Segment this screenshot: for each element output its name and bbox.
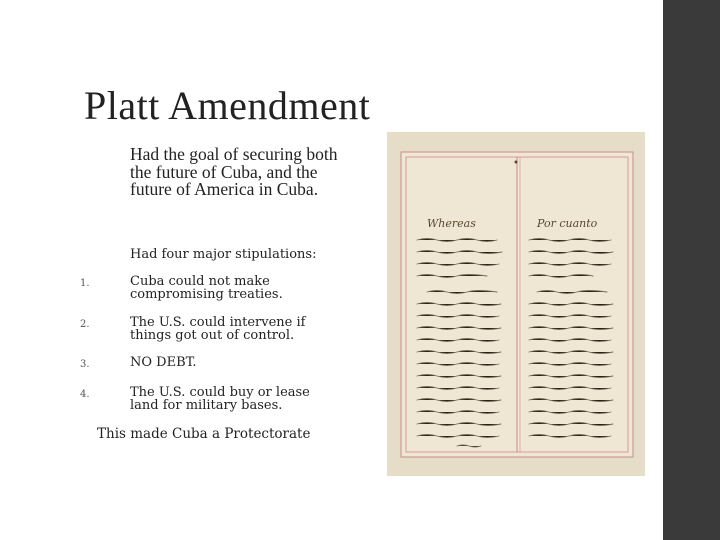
- goal-text: Had the goal of securing both the future of Cuba, and the future of America in Cuba.: [130, 144, 338, 199]
- item-text: The U.S. could buy or lease land for military bases.: [130, 385, 310, 413]
- stipulations-heading: Had four major stipulations:: [130, 247, 317, 262]
- item-text: NO DEBT.: [130, 355, 197, 370]
- item-number: 3.: [80, 359, 90, 370]
- conclusion-text: This made Cuba a Protectorate: [97, 426, 311, 442]
- item-number: 2.: [80, 319, 90, 330]
- document-heading-right: Por cuanto: [537, 217, 598, 230]
- right-accent-bar: [663, 0, 720, 540]
- slide-title: Platt Amendment: [84, 83, 371, 128]
- item-number: 1.: [80, 278, 90, 289]
- document-heading-left: Whereas: [427, 217, 476, 230]
- item-text: The U.S. could intervene if things got out of control.: [130, 315, 306, 343]
- historical-document-image: [387, 132, 645, 476]
- item-number: 4.: [80, 389, 90, 400]
- item-text: Cuba could not make compromising treaties.: [130, 274, 283, 302]
